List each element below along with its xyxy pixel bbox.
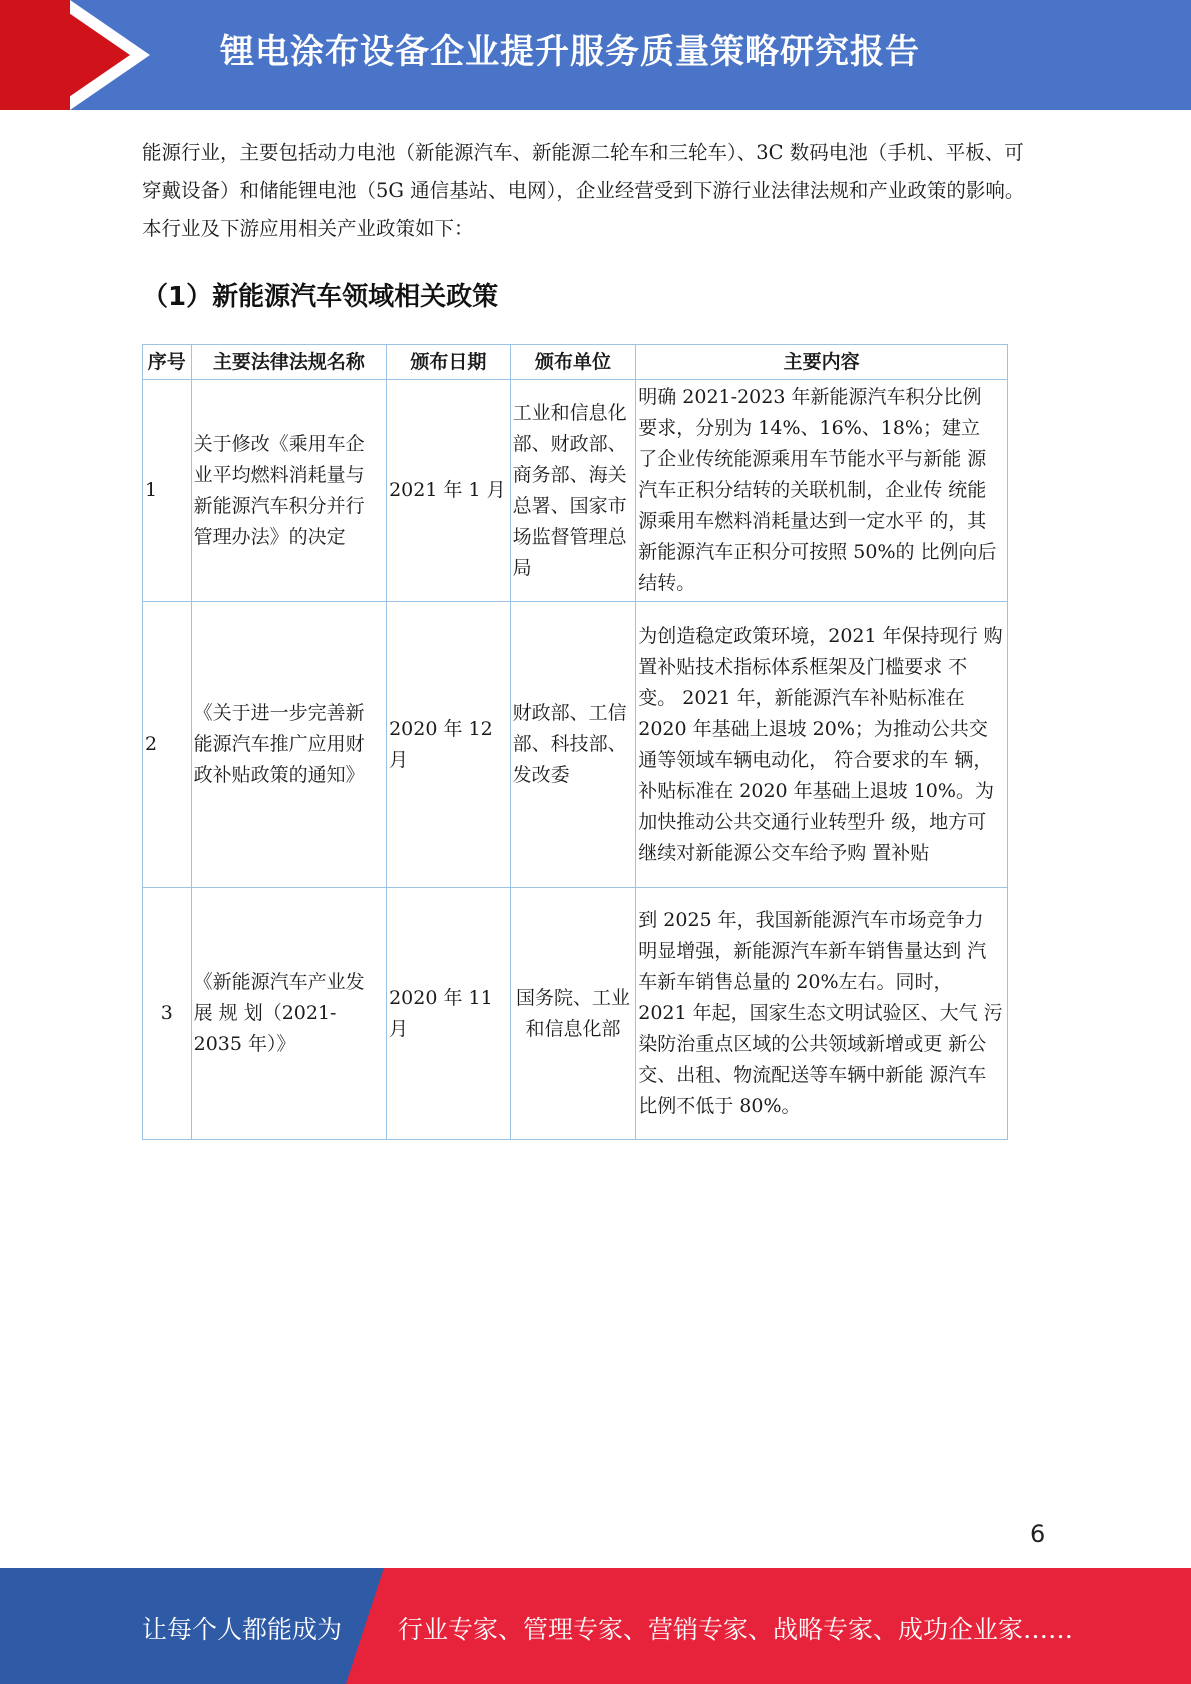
- cell-no: 2: [143, 602, 192, 888]
- footer-slogan-left: 让每个人都能成为: [142, 1615, 343, 1644]
- cell-issuer: 国务院、工业和信息化部: [510, 888, 636, 1140]
- section-heading: （1）新能源汽车领域相关政策: [142, 282, 499, 312]
- footer-blue-slant: [346, 1568, 384, 1684]
- document-title: 锂电涂布设备企业提升服务质量策略研究报告: [220, 32, 920, 72]
- cell-name: 《新能源汽车产业发 展 规 划（2021-2035 年）》: [191, 888, 386, 1140]
- page-number: 6: [1030, 1520, 1046, 1548]
- header-red-block: [0, 0, 70, 110]
- intro-paragraph: 能源行业，主要包括动力电池（新能源汽车、新能源二轮车和三轮车）、3C 数码电池（手机、平板、可穿戴设备）和储能锂电池（5G 通信基站、电网），企业经营受到下游行业法律法规和产业政策的影响。本行业及下游应用相关产业政策如下：: [142, 141, 1025, 240]
- footer-slogan-right: 行业专家、管理专家、营销专家、战略专家、成功企业家……: [398, 1615, 1074, 1644]
- cell-content: 为创造稳定政策环境，2021 年保持现行 购置补贴技术指标体系框架及门槛要求 不变。 2021 年，新能源汽车补贴标准在 2020 年基础上退坡 20%；为推动公共交 通等领域车辆电动化， 符合要求的车 辆， 补贴标准在 2020 年基础上退坡 10%。为加快推动公共交通行业转型升 级，地方可继续对新能源公交车给予购 置补贴: [636, 602, 1008, 888]
- footer-banner: [0, 1568, 1191, 1684]
- cell-content: 明确 2021-2023 年新能源汽车积分比例 要求，分别为 14%、16%、18%；建立 了企业传统能源乘用车节能水平与新能 源汽车正积分结转的关联机制，企业传 统能源乘用车燃料消耗量达到一定水平 的，其新能源汽车正积分可按照 50%的 比例向后结转。: [636, 380, 1008, 602]
- cell-issuer: 财政部、工信部、科技部、发改委: [510, 602, 636, 888]
- cell-name: 《关于进一步完善新 能源汽车推广应用财 政补贴政策的通知》: [191, 602, 386, 888]
- cell-date: 2021 年 1 月: [387, 380, 511, 602]
- cell-no: 3: [143, 888, 192, 1140]
- header-name: 主要法律法规名称: [191, 345, 386, 380]
- cell-no: 1: [143, 380, 192, 602]
- table-row: [143, 380, 1008, 602]
- cell-content: 到 2025 年，我国新能源汽车市场竞争力 明显增强，新能源汽车新车销售量达到 汽车新车销售总量的 20%左右。同时， 2021 年起，国家生态文明试验区、大气 污染防治重点区域的公共领域新增或更 新公交、出租、物流配送等车辆中新能 源汽车比例不低于 80%。: [636, 888, 1008, 1140]
- policy-table: [142, 344, 1008, 1140]
- cell-date: 2020 年 11 月: [387, 888, 511, 1140]
- header-no: 序号: [143, 345, 192, 380]
- cell-issuer: 工业和信息化部、财政部、商务部、海关总署、国家市场监督管理总局: [510, 380, 636, 602]
- table-header-row: [143, 345, 1008, 380]
- header-chevron-red: [62, 8, 130, 102]
- header-date: 颁布日期: [387, 345, 511, 380]
- header-banner: [0, 0, 1191, 110]
- table-row: [143, 888, 1008, 1140]
- cell-date: 2020 年 12 月: [387, 602, 511, 888]
- header-content: 主要内容: [636, 345, 1008, 380]
- cell-name: 关于修改《乘用车企 业平均燃料消耗量与 新能源汽车积分并行 管理办法》的决定: [191, 380, 386, 602]
- table-row: [143, 602, 1008, 888]
- header-issuer: 颁布单位: [510, 345, 636, 380]
